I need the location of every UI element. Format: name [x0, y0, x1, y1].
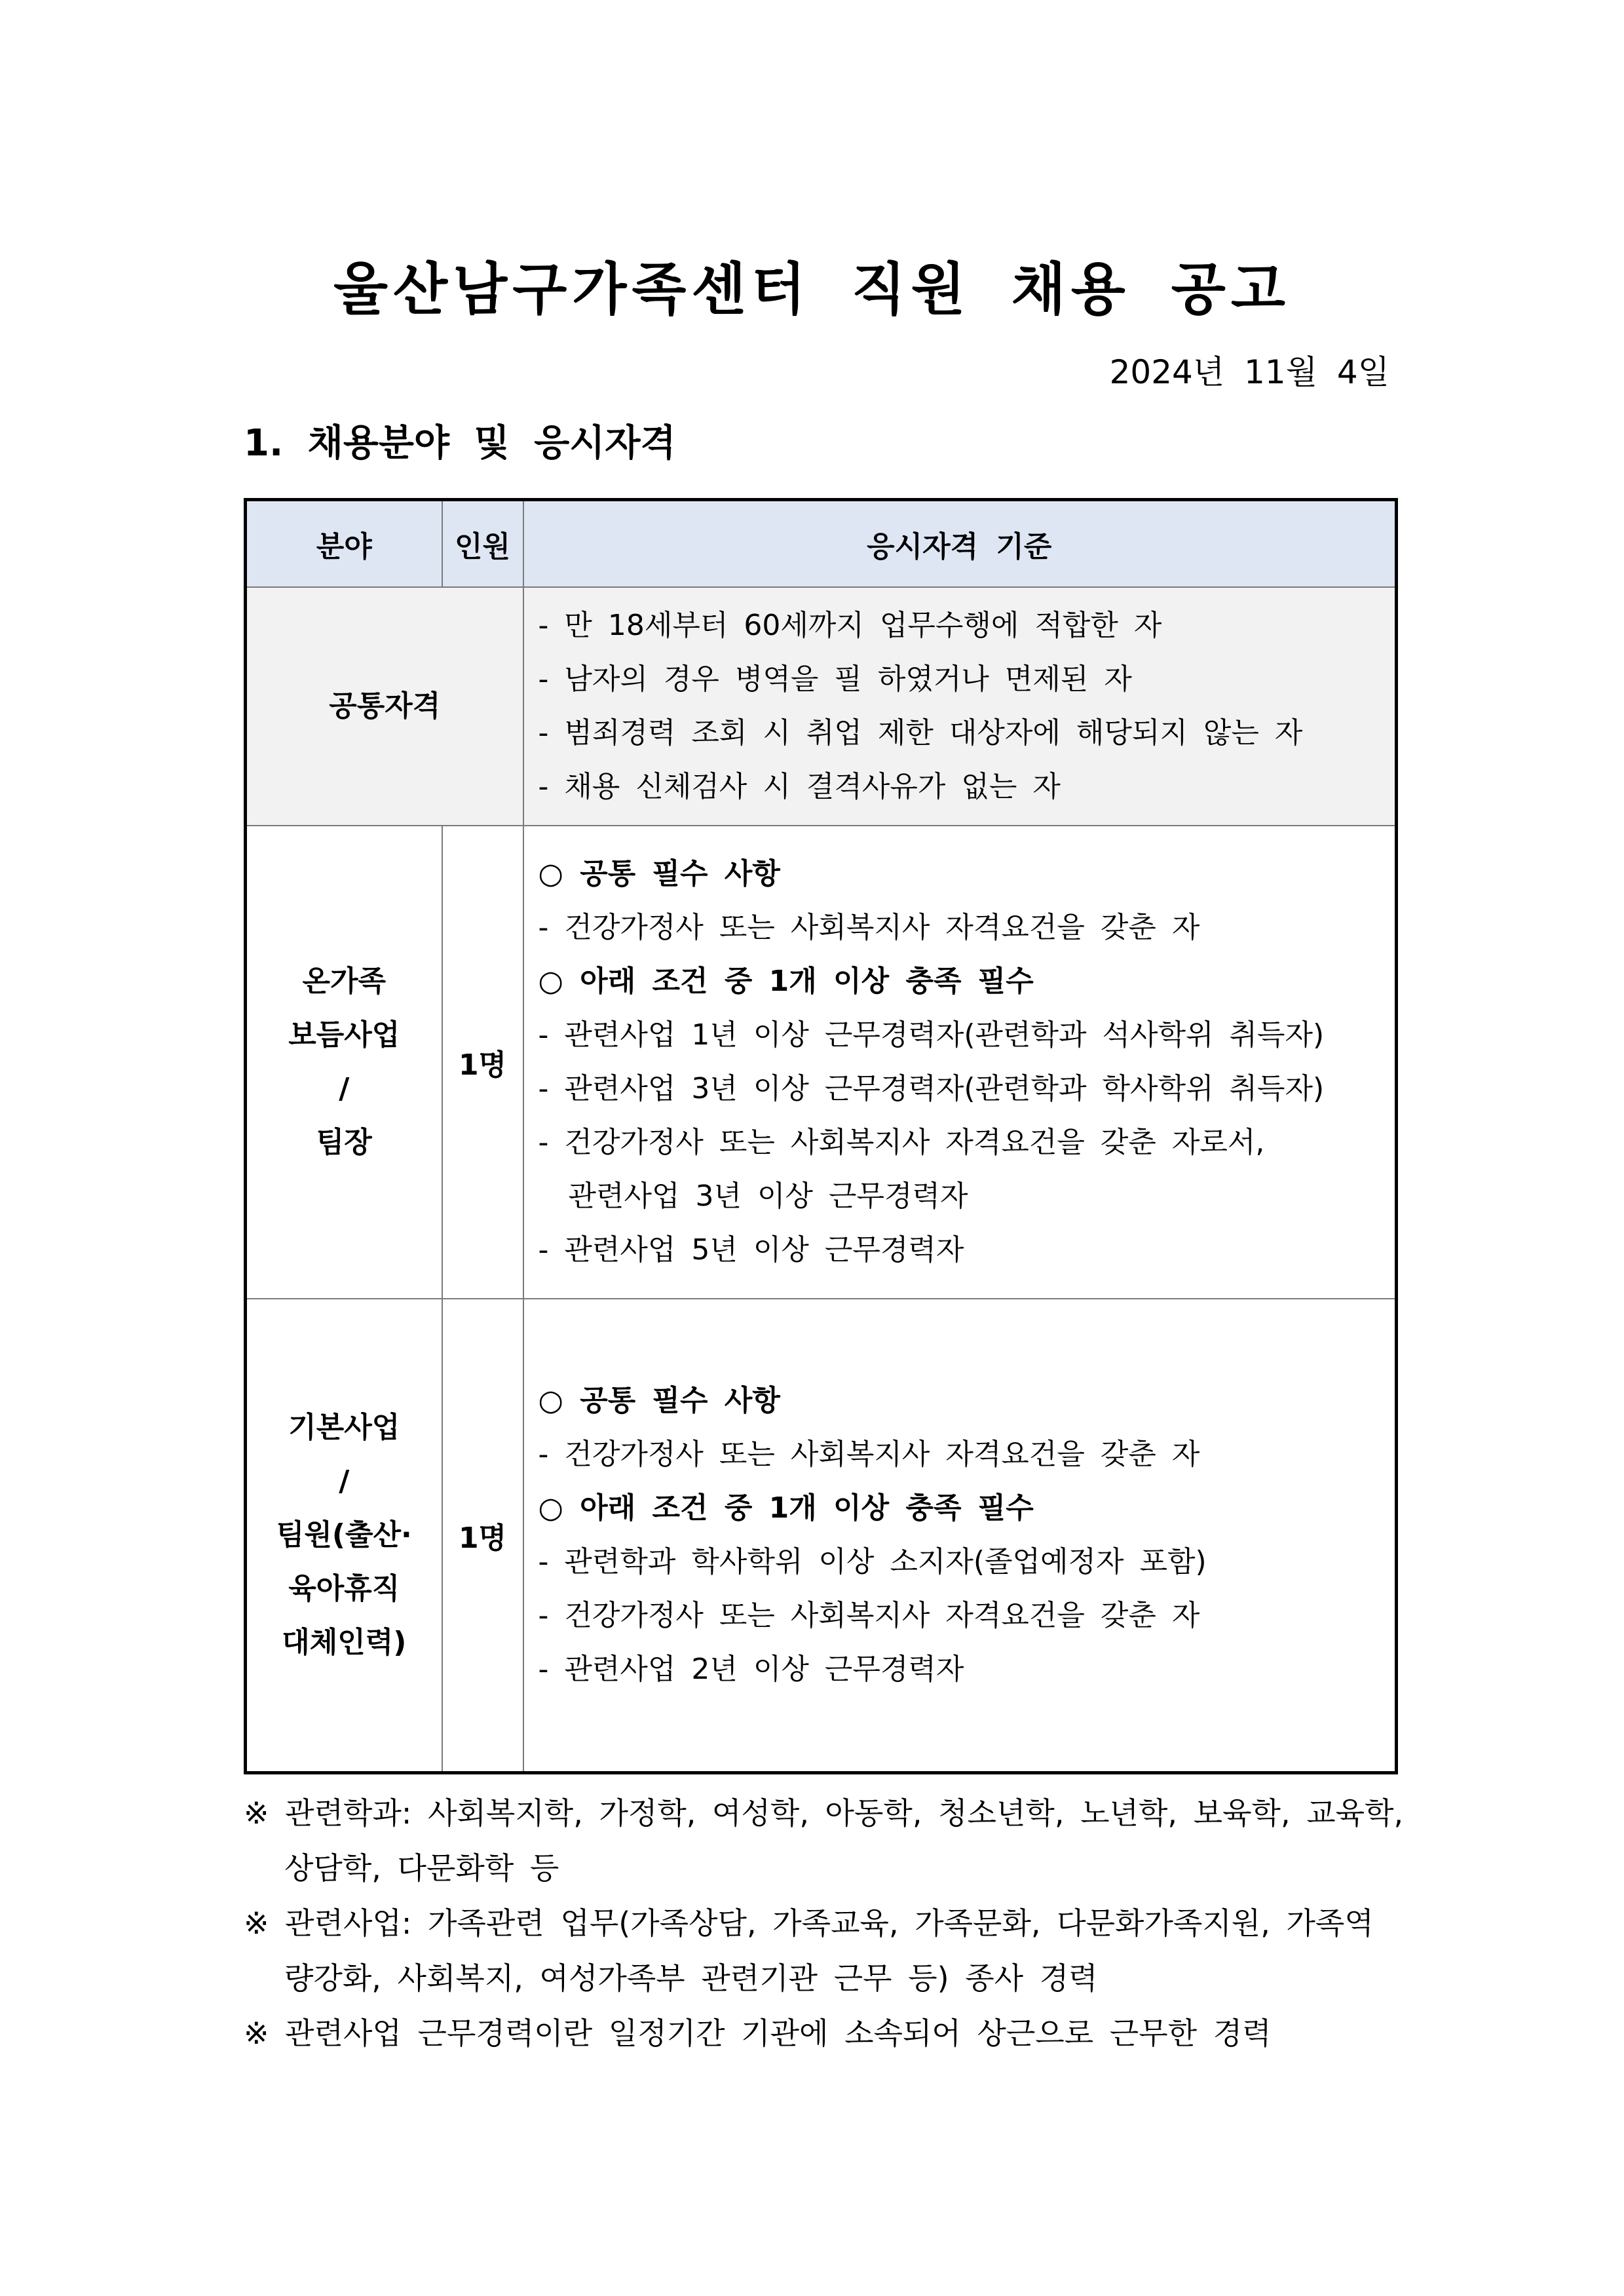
common-field-label: 공통자격 — [329, 689, 441, 723]
list-item: - 건강가정사 또는 사회복지사 자격요건을 갖춘 자 — [538, 1438, 1200, 1471]
option-heading: ○ 아래 조건 중 1개 이상 충족 필수 — [538, 965, 1034, 998]
field-line: / — [339, 1464, 350, 1498]
field-line: 육아휴직 — [288, 1572, 400, 1605]
field-line: 팀장 — [316, 1126, 372, 1159]
list-item: - 관련사업 1년 이상 근무경력자(관련학과 석사학위 취득자) — [538, 1018, 1325, 1052]
required-heading: ○ 공통 필수 사항 — [538, 857, 780, 890]
common-criteria-cell — [523, 587, 1397, 826]
requirements-table — [244, 498, 1398, 1774]
criteria-cell — [523, 1299, 1397, 1773]
table-row-team-leader — [246, 826, 1397, 1299]
field-line: 보듬사업 — [288, 1018, 400, 1052]
list-item: - 남자의 경우 병역을 필 하였거나 면제된 자 — [538, 662, 1132, 696]
field-cell — [246, 1299, 442, 1773]
list-item: - 관련사업 2년 이상 근무경력자 — [538, 1653, 964, 1686]
required-heading: ○ 공통 필수 사항 — [538, 1384, 780, 1417]
announcement-date: 2024년 11월 4일 — [1109, 353, 1389, 391]
common-field-cell — [246, 587, 523, 826]
field-line: 팀원(출산· — [276, 1518, 412, 1552]
note-related-majors-cont: 상담학, 다문화학 등 — [284, 1850, 559, 1886]
note-related-work-cont: 량강화, 사회복지, 여성가족부 관련기관 근무 등) 종사 경력 — [284, 1961, 1098, 1996]
header-field: 분야 — [246, 500, 442, 588]
list-item: - 관련사업 5년 이상 근무경력자 — [538, 1233, 964, 1267]
note-related-work: ※ 관련사업: 가족관련 업무(가족상담, 가족교육, 가족문화, 다문화가족지원, 가족역 — [244, 1905, 1374, 1941]
field-line: 기본사업 — [288, 1411, 400, 1444]
count-cell: 1명 — [442, 826, 523, 1299]
field-line: 대체인력) — [282, 1626, 407, 1659]
list-item: - 만 18세부터 60세까지 업무수행에 적합한 자 — [538, 609, 1162, 642]
header-criteria: 응시자격 기준 — [523, 500, 1397, 588]
list-item: - 관련사업 3년 이상 근무경력자(관련학과 학사학위 취득자) — [538, 1072, 1325, 1105]
list-item: - 건강가정사 또는 사회복지사 자격요건을 갖춘 자 — [538, 1599, 1200, 1632]
criteria-cell — [523, 826, 1397, 1299]
table-row-common — [246, 587, 1397, 826]
header-count: 인원 — [442, 500, 523, 588]
page-title: 울산남구가족센터 직원 채용 공고 — [333, 257, 1291, 322]
list-item: - 관련학과 학사학위 이상 소지자(졸업예정자 포함) — [538, 1545, 1207, 1578]
field-line: / — [339, 1072, 350, 1105]
note-work-experience: ※ 관련사업 근무경력이란 일정기간 기관에 소속되어 상근으로 근무한 경력 — [244, 2016, 1272, 2051]
list-item: - 채용 신체검사 시 결격사유가 없는 자 — [538, 770, 1061, 803]
note-related-majors: ※ 관련학과: 사회복지학, 가정학, 여성학, 아동학, 청소년학, 노년학, 보육학, 교육학, — [244, 1795, 1404, 1831]
notes — [244, 1786, 1423, 2061]
field-cell — [246, 826, 442, 1299]
section-heading: 1. 채용분야 및 응시자격 — [244, 422, 676, 465]
list-item: - 건강가정사 또는 사회복지사 자격요건을 갖춘 자 — [538, 911, 1200, 944]
list-item: - 범죄경력 조회 시 취업 제한 대상자에 해당되지 않는 자 — [538, 716, 1303, 750]
option-heading: ○ 아래 조건 중 1개 이상 충족 필수 — [538, 1491, 1034, 1525]
field-line: 온가족 — [302, 965, 386, 998]
list-item-continuation: 관련사업 3년 이상 근무경력자 — [568, 1179, 968, 1213]
table-header-row — [246, 500, 1397, 588]
table-row-staff — [246, 1299, 1397, 1773]
count-cell: 1명 — [442, 1299, 523, 1773]
list-item: - 건강가정사 또는 사회복지사 자격요건을 갖춘 자로서, — [538, 1126, 1265, 1159]
